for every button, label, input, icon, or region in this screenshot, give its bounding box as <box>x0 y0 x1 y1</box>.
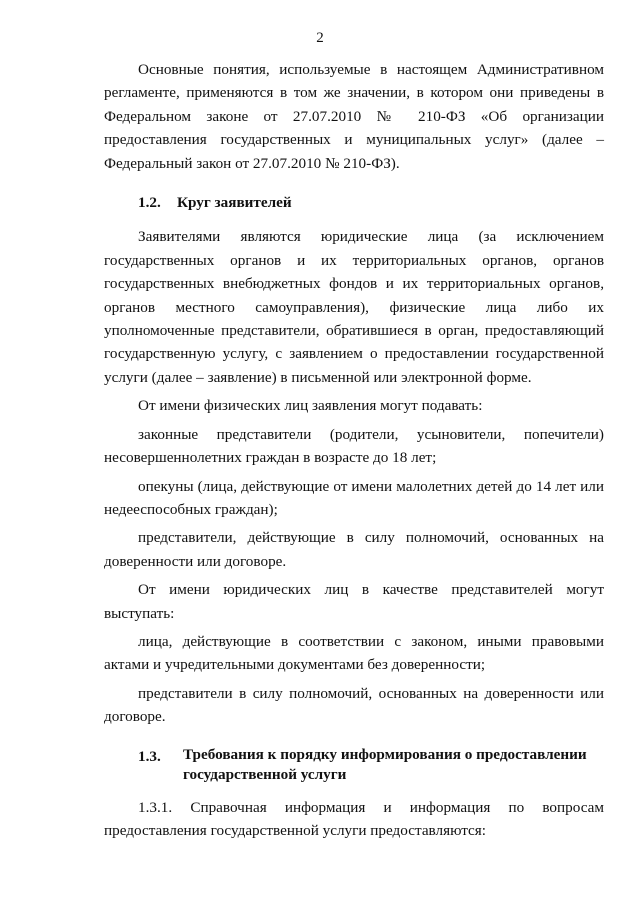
paragraph: Заявителями являются юридические лица (за исключением государственных органов и их территориальных органов, органов государственных внебюджетных фондов и их территориальных органов, органов местного самоуправления), физические лица либо их уполномоченные представители, обратившиеся в орган, предоставляющий государственную услугу, с заявлением о предоставлении государственной услуги (далее – заявление) в письменной или электронной форме. <box>104 228 604 386</box>
paragraph: От имени юридических лиц в качестве представителей могут выступать: <box>104 581 604 622</box>
section-number: 1.3. <box>138 747 161 765</box>
paragraph: представители в силу полномочий, основанных на доверенности или договоре. <box>104 684 604 726</box>
paragraph: 1.3.1. Справочная информация и информация по вопросам предоставления государственной услуги предоставляются: <box>104 798 604 839</box>
section-title: Требования к порядку информирования о предоставлении государственной услуги <box>183 745 587 783</box>
paragraph: От имени физических лиц заявления могут подавать: <box>138 397 483 415</box>
section-number: 1.2. <box>138 194 161 212</box>
paragraph: опекуны (лица, действующие от имени малолетних детей до 14 лет или недееспособных граждан); <box>104 477 604 518</box>
section-heading-1-3 <box>104 745 604 785</box>
paragraph: лица, действующие в соответствии с законом, иными правовыми актами и учредительными документами без доверенности; <box>104 632 604 674</box>
paragraph: представители, действующие в силу полномочий, основанных на доверенности или договоре. <box>104 529 604 570</box>
section-title: Круг заявителей <box>177 194 292 212</box>
page-number: 2 <box>316 30 324 46</box>
paragraph: законные представители (родители, усыновители, попечители) несовершеннолетних граждан в возрасте до 18 лет; <box>104 425 604 467</box>
section-heading-1-2 <box>104 191 604 214</box>
intro-paragraph: Основные понятия, используемые в настоящем Административном регламенте, применяются в том же значении, в котором они приведены в Федеральном законе от 27.07.2010 № 210-ФЗ «Об организации предоставления государственных и муниципальных услуг» (далее – Федеральный закон от 27.07.2010 № 210-ФЗ). <box>104 61 604 172</box>
document-body <box>104 58 604 842</box>
